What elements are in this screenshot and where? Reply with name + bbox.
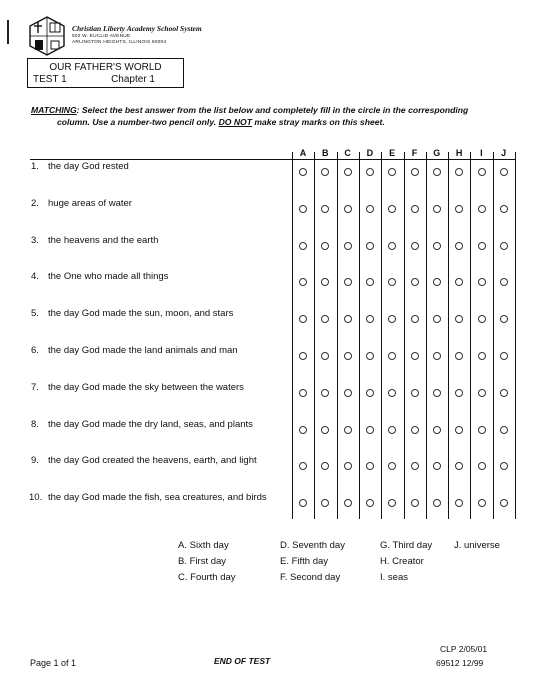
answer-bubble-7-j[interactable] (500, 389, 508, 397)
question-number: 2. (31, 197, 39, 209)
answer-bubble-4-i[interactable] (478, 278, 486, 286)
answer-bubble-4-g[interactable] (433, 278, 441, 286)
answer-bubble-5-g[interactable] (433, 315, 441, 323)
answer-bubble-1-b[interactable] (321, 168, 329, 176)
answer-bubble-4-b[interactable] (321, 278, 329, 286)
answer-bubble-3-d[interactable] (366, 242, 374, 250)
question-number: 7. (31, 381, 39, 393)
answer-d: D. Seventh day (280, 540, 345, 551)
answer-bubble-10-b[interactable] (321, 499, 329, 507)
answer-bubble-10-g[interactable] (433, 499, 441, 507)
answer-bubble-9-f[interactable] (411, 462, 419, 470)
question-text: huge areas of water (48, 197, 132, 209)
column-header-f: F (411, 148, 418, 158)
answer-bubble-10-f[interactable] (411, 499, 419, 507)
answer-bubble-5-d[interactable] (366, 315, 374, 323)
answer-bubble-10-c[interactable] (344, 499, 352, 507)
page-number: Page 1 of 1 (30, 658, 77, 668)
answer-bubble-9-j[interactable] (500, 462, 508, 470)
grid-vline (359, 152, 360, 519)
form-number: 69512 12/99 (436, 658, 484, 668)
answer-bubble-2-f[interactable] (411, 205, 419, 213)
instructions-text1: : Select the best answer from the list below and completely fill in the circle in the corresponding (76, 105, 469, 115)
answer-bubble-3-e[interactable] (388, 242, 396, 250)
answer-bubble-5-i[interactable] (478, 315, 486, 323)
answer-bubble-3-h[interactable] (455, 242, 463, 250)
answer-bubble-4-j[interactable] (500, 278, 508, 286)
answer-bubble-10-h[interactable] (455, 499, 463, 507)
answer-bubble-10-e[interactable] (388, 499, 396, 507)
answer-bubble-8-c[interactable] (344, 426, 352, 434)
answer-bubble-9-h[interactable] (455, 462, 463, 470)
answer-bubble-8-h[interactable] (455, 426, 463, 434)
grid-vline (470, 152, 471, 519)
answer-bubble-6-h[interactable] (455, 352, 463, 360)
answer-bubble-8-j[interactable] (500, 426, 508, 434)
question-text: the One who made all things (48, 271, 169, 283)
end-of-test: END OF TEST (214, 656, 271, 666)
page-title: OUR FATHER'S WORLD (49, 62, 162, 73)
grid-vline (292, 152, 293, 519)
answer-bubble-4-c[interactable] (344, 278, 352, 286)
question-text: the day God rested (48, 161, 129, 172)
question-text: the day God made the fish, sea creatures, and birds (48, 492, 267, 504)
school-address (72, 34, 166, 46)
answer-bubble-6-c[interactable] (344, 352, 352, 360)
answer-bubble-3-b[interactable] (321, 242, 329, 250)
answer-bubble-5-h[interactable] (455, 315, 463, 323)
question-text: the day God made the sky between the waters (48, 381, 244, 393)
answer-bubble-7-i[interactable] (478, 389, 486, 397)
answer-bubble-4-f[interactable] (411, 278, 419, 286)
header-rule (30, 159, 515, 160)
answer-bubble-9-e[interactable] (388, 462, 396, 470)
answer-bubble-5-b[interactable] (321, 315, 329, 323)
chapter-label: Chapter 1 (111, 74, 155, 85)
grid-vline (381, 152, 382, 519)
answer-bubble-5-a[interactable] (299, 315, 307, 323)
answer-bubble-8-a[interactable] (299, 426, 307, 434)
answer-bubble-2-e[interactable] (388, 205, 396, 213)
school-address-line1: 502 W. EUCLID AVENUE (72, 34, 131, 39)
answer-bubble-6-a[interactable] (299, 352, 307, 360)
answer-bubble-5-j[interactable] (500, 315, 508, 323)
answer-g: G. Third day (380, 540, 433, 551)
answer-bubble-8-f[interactable] (411, 426, 419, 434)
answer-bubble-7-e[interactable] (388, 389, 396, 397)
answer-bubble-8-e[interactable] (388, 426, 396, 434)
answer-bubble-9-d[interactable] (366, 462, 374, 470)
answer-bubble-3-a[interactable] (299, 242, 307, 250)
answer-bubble-2-h[interactable] (455, 205, 463, 213)
answer-bubble-7-b[interactable] (321, 389, 329, 397)
question-number: 6. (31, 345, 39, 356)
answer-bubble-4-a[interactable] (299, 278, 307, 286)
answer-bubble-8-g[interactable] (433, 426, 441, 434)
question-number: 3. (31, 234, 39, 246)
answer-bubble-1-c[interactable] (344, 168, 352, 176)
question-number: 8. (31, 418, 39, 430)
answer-bubble-3-j[interactable] (500, 242, 508, 250)
answer-bubble-2-i[interactable] (478, 205, 486, 213)
answer-i: I. seas (380, 572, 408, 583)
column-header-g: G (433, 148, 441, 158)
instructions-line2 (31, 116, 501, 128)
answer-bubble-7-c[interactable] (344, 389, 352, 397)
answer-bubble-9-b[interactable] (321, 462, 329, 470)
answer-bubble-1-j[interactable] (500, 168, 508, 176)
question-text: the day God created the heavens, earth, and light (48, 455, 257, 467)
answer-bubble-1-a[interactable] (299, 168, 307, 176)
answer-bubble-1-i[interactable] (478, 168, 486, 176)
answer-bubble-4-e[interactable] (388, 278, 396, 286)
answer-j: J. universe (454, 540, 500, 551)
answer-bubble-2-b[interactable] (321, 205, 329, 213)
grid-vline (404, 152, 405, 519)
answer-bubble-6-f[interactable] (411, 352, 419, 360)
instructions-donot: DO NOT (218, 117, 252, 127)
column-header-a: A (299, 148, 307, 158)
answer-bubble-9-c[interactable] (344, 462, 352, 470)
answer-bubble-7-a[interactable] (299, 389, 307, 397)
answer-bubble-2-g[interactable] (433, 205, 441, 213)
answer-bubble-6-d[interactable] (366, 352, 374, 360)
answer-bubble-2-j[interactable] (500, 205, 508, 213)
column-header-e: E (389, 148, 396, 158)
question-number: 10. (29, 492, 43, 504)
answer-bubble-1-d[interactable] (366, 168, 374, 176)
column-header-i: I (480, 148, 483, 158)
question-text: the day God made the land animals and man (48, 345, 238, 356)
answer-c: C. Fourth day (178, 572, 236, 583)
answer-bubble-6-b[interactable] (321, 352, 329, 360)
school-address-line2: ARLINGTON HEIGHTS, ILLINOIS 60004 (72, 40, 167, 45)
answer-bubble-6-i[interactable] (478, 352, 486, 360)
answer-bubble-5-c[interactable] (344, 315, 352, 323)
answer-bubble-6-e[interactable] (388, 352, 396, 360)
grid-vline (314, 152, 315, 519)
answer-bubble-2-d[interactable] (366, 205, 374, 213)
school-logo-icon (28, 16, 66, 56)
answer-bubble-10-d[interactable] (366, 499, 374, 507)
answer-bubble-1-f[interactable] (411, 168, 419, 176)
answer-bubble-10-a[interactable] (299, 499, 307, 507)
answer-bubble-6-g[interactable] (433, 352, 441, 360)
answer-bubble-9-g[interactable] (433, 462, 441, 470)
answer-bubble-5-e[interactable] (388, 315, 396, 323)
answer-bubble-7-f[interactable] (411, 389, 419, 397)
instructions-text2: column. Use a number-two pencil only. (57, 117, 219, 127)
answer-bubble-4-d[interactable] (366, 278, 374, 286)
answer-bubble-2-a[interactable] (299, 205, 307, 213)
column-header-h: H (455, 148, 463, 158)
answer-bubble-3-c[interactable] (344, 242, 352, 250)
answer-bubble-1-g[interactable] (433, 168, 441, 176)
question-number: 5. (31, 308, 39, 320)
answer-bubble-3-g[interactable] (433, 242, 441, 250)
answer-e: E. Fifth day (280, 556, 329, 567)
answer-bubble-2-c[interactable] (344, 205, 352, 213)
question-number: 4. (31, 271, 39, 283)
answer-a: A. Sixth day (178, 540, 229, 551)
column-header-d: D (366, 148, 374, 158)
answer-bubble-6-j[interactable] (500, 352, 508, 360)
question-number: 1. (31, 161, 39, 172)
title-box (27, 58, 184, 88)
grid-vline (515, 152, 516, 519)
question-text: the day God made the dry land, seas, and plants (48, 418, 253, 430)
question-text: the heavens and the earth (48, 234, 159, 246)
answer-bubble-9-a[interactable] (299, 462, 307, 470)
answer-b: B. First day (178, 556, 227, 567)
grid-vline (448, 152, 449, 519)
answer-bubble-10-j[interactable] (500, 499, 508, 507)
school-name: Christian Liberty Academy School System (72, 24, 202, 33)
question-text: the day God made the sun, moon, and stars (48, 308, 234, 320)
answer-bubble-9-i[interactable] (478, 462, 486, 470)
instructions-label: MATCHING (31, 105, 77, 115)
column-header-j: J (501, 148, 507, 158)
answer-bubble-5-f[interactable] (411, 315, 419, 323)
answer-bubble-7-d[interactable] (366, 389, 374, 397)
answer-bubble-1-h[interactable] (455, 168, 463, 176)
instructions-text3: make stray marks on this sheet. (251, 117, 385, 127)
form-code: CLP 2/05/01 (440, 644, 488, 654)
question-number: 9. (31, 455, 39, 467)
column-header-c: C (344, 148, 351, 158)
answer-h: H. Creator (380, 556, 424, 567)
grid-vline (493, 152, 494, 519)
answer-bubble-8-d[interactable] (366, 426, 374, 434)
answer-bubble-10-i[interactable] (478, 499, 486, 507)
answer-bubble-8-i[interactable] (478, 426, 486, 434)
answer-bubble-3-i[interactable] (478, 242, 486, 250)
column-header-b: B (322, 148, 329, 158)
instructions (31, 104, 501, 128)
margin-mark (7, 20, 9, 44)
grid-vline (426, 152, 427, 519)
test-number: TEST 1 (33, 74, 67, 85)
answer-bubble-7-g[interactable] (433, 389, 441, 397)
grid-vline (337, 152, 338, 519)
answer-bubble-4-h[interactable] (455, 278, 463, 286)
answer-bubble-8-b[interactable] (321, 426, 329, 434)
answer-bubble-7-h[interactable] (455, 389, 463, 397)
answer-f: F. Second day (280, 572, 341, 583)
answer-bubble-1-e[interactable] (388, 168, 396, 176)
answer-bubble-3-f[interactable] (411, 242, 419, 250)
answer-choices (178, 540, 508, 592)
